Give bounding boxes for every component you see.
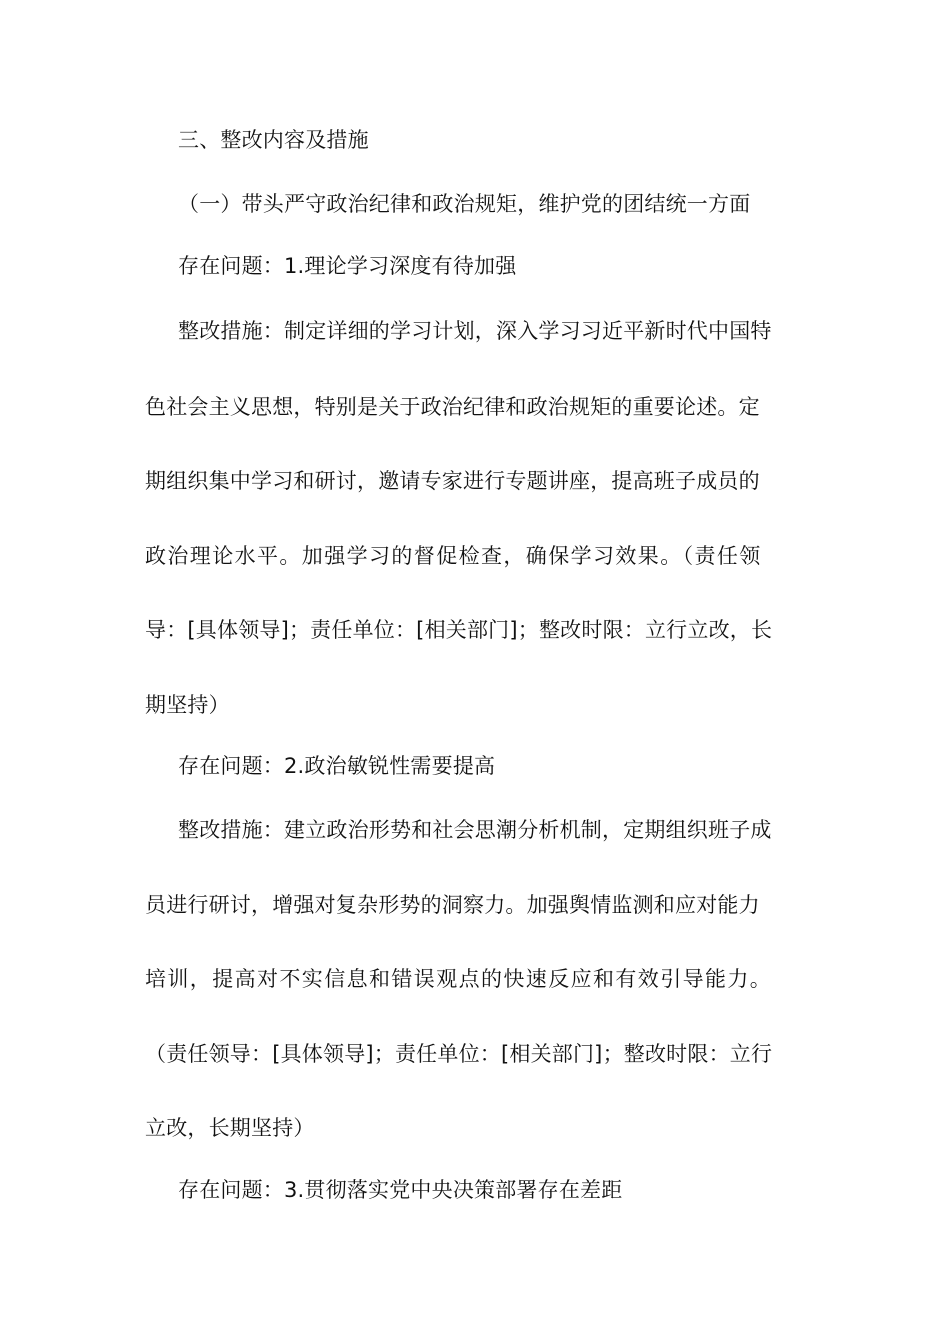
measure-1-line-4: 政治理论水平。加强学习的督促检查，确保学习效果。（责任领 [145, 544, 762, 568]
section-heading: 三、整改内容及措施 [178, 128, 369, 152]
subsection-heading: （一）带头严守政治纪律和政治规矩，维护党的团结统一方面 [178, 192, 751, 216]
measure-2-line-4: （责任领导：[具体领导]；责任单位：[相关部门]；整改时限：立行 [145, 1042, 773, 1066]
measure-1-line-5: 导：[具体领导]；责任单位：[相关部门]；整改时限：立行立改，长 [145, 618, 773, 642]
measure-1-line-6: 期坚持） [145, 693, 230, 717]
measure-1-line-3: 期组织集中学习和研讨，邀请专家进行专题讲座，提高班子成员的 [145, 469, 760, 493]
problem-1: 存在问题：1.理论学习深度有待加强 [178, 254, 517, 278]
measure-2-line-2: 员进行研讨，增强对复杂形势的洞察力。加强舆情监测和应对能力 [145, 893, 760, 917]
measure-2-line-3: 培训，提高对不实信息和错误观点的快速反应和有效引导能力。 [145, 967, 773, 991]
measure-1-line-2: 色社会主义思想，特别是关于政治纪律和政治规矩的重要论述。定 [145, 395, 760, 419]
measure-2-line-5: 立改，长期坚持） [145, 1116, 315, 1140]
problem-3: 存在问题：3.贯彻落实党中央决策部署存在差距 [178, 1178, 623, 1202]
measure-2-line-1: 整改措施：建立政治形势和社会思潮分析机制，定期组织班子成 [178, 818, 772, 842]
problem-2: 存在问题：2.政治敏锐性需要提高 [178, 754, 496, 778]
measure-1-line-1: 整改措施：制定详细的学习计划，深入学习习近平新时代中国特 [178, 319, 772, 343]
